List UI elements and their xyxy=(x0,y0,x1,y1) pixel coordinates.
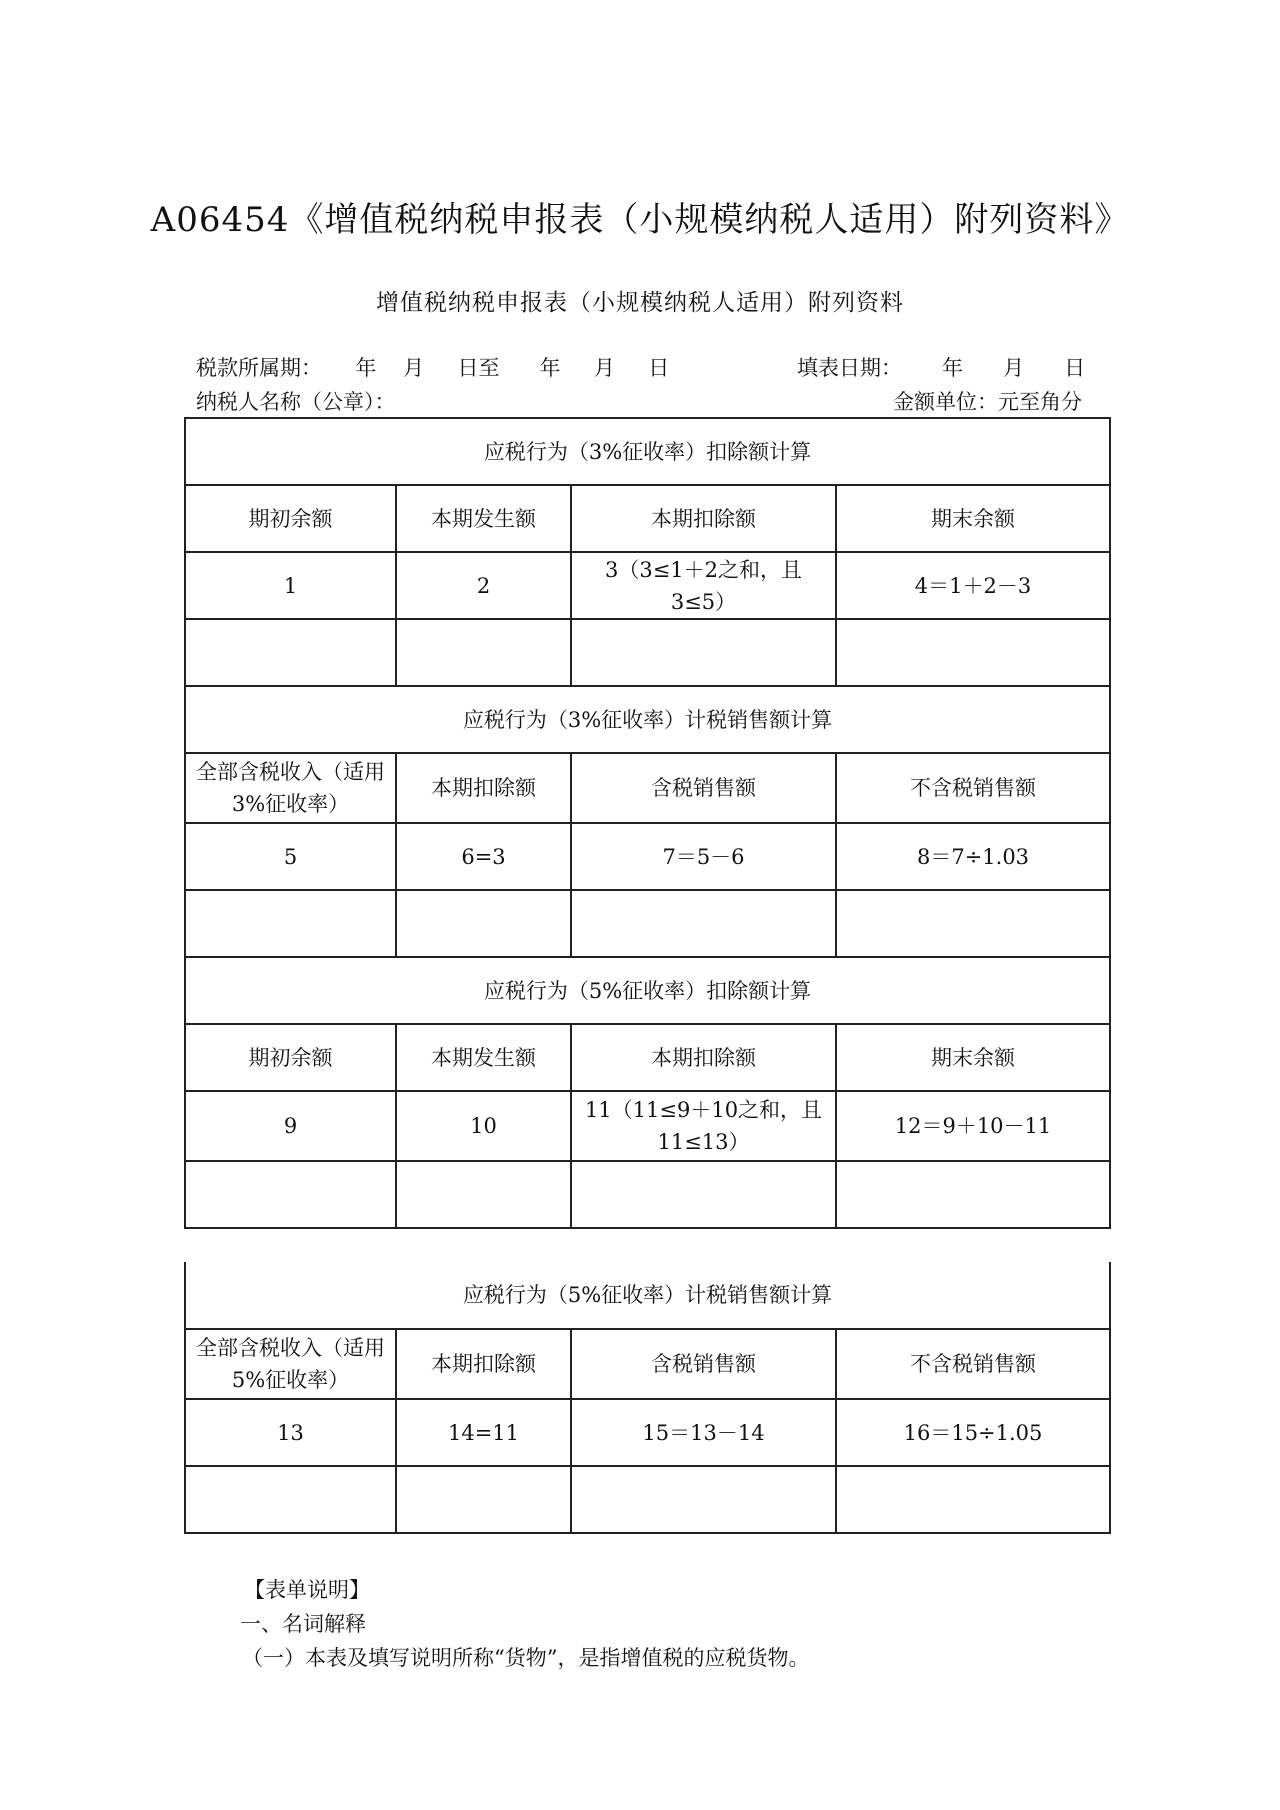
column-header: 全部含税收入（适用3%征收率） xyxy=(185,753,396,823)
tax-period-label: 税款所属期： 年 月 日至 年 月 日 xyxy=(196,356,670,380)
section-title: 应税行为（5%征收率）计税销售额计算 xyxy=(185,1262,1110,1329)
deduction-table-part1 xyxy=(184,417,1111,1229)
amount-input-cell[interactable] xyxy=(185,1161,396,1228)
formula-cell: 3（3≤1＋2之和，且3≤5） xyxy=(571,552,836,619)
column-header: 本期扣除额 xyxy=(396,1329,571,1399)
amount-input-cell[interactable] xyxy=(836,1466,1110,1533)
column-header: 不含税销售额 xyxy=(836,1329,1110,1399)
amount-input-cell[interactable] xyxy=(185,890,396,957)
amount-input-cell[interactable] xyxy=(396,1161,571,1228)
column-header: 本期扣除额 xyxy=(396,753,571,823)
formula-cell: 12＝9＋10－11 xyxy=(836,1091,1110,1161)
column-header: 期初余额 xyxy=(185,1024,396,1091)
notes-item-1: （一）本表及填写说明所称“货物”，是指增值税的应税货物。 xyxy=(242,1646,810,1670)
amount-input-cell[interactable] xyxy=(396,890,571,957)
column-header: 期初余额 xyxy=(185,485,396,552)
section-title: 应税行为（5%征收率）扣除额计算 xyxy=(185,957,1110,1024)
amount-unit-label: 金额单位：元至角分 xyxy=(893,390,1082,414)
amount-input-cell[interactable] xyxy=(836,1161,1110,1228)
column-header: 本期发生额 xyxy=(396,1024,571,1091)
section-title: 应税行为（3%征收率）计税销售额计算 xyxy=(185,686,1110,753)
formula-cell: 11（11≤9＋10之和，且11≤13） xyxy=(571,1091,836,1161)
formula-cell: 2 xyxy=(396,552,571,619)
amount-input-cell[interactable] xyxy=(185,1466,396,1533)
section-title: 应税行为（3%征收率）扣除额计算 xyxy=(185,418,1110,485)
column-header: 本期扣除额 xyxy=(571,485,836,552)
column-header: 全部含税收入（适用5%征收率） xyxy=(185,1329,396,1399)
formula-cell: 5 xyxy=(185,823,396,890)
formula-cell: 7＝5－6 xyxy=(571,823,836,890)
notes-heading: 【表单说明】 xyxy=(244,1578,370,1602)
deduction-table-part2 xyxy=(184,1262,1111,1534)
amount-input-cell[interactable] xyxy=(571,1161,836,1228)
formula-cell: 9 xyxy=(185,1091,396,1161)
column-header: 含税销售额 xyxy=(571,1329,836,1399)
form-subtitle: 增值税纳税申报表（小规模纳税人适用）附列资料 xyxy=(376,290,904,316)
column-header: 含税销售额 xyxy=(571,753,836,823)
amount-input-cell[interactable] xyxy=(571,1466,836,1533)
amount-input-cell[interactable] xyxy=(571,619,836,686)
formula-cell: 1 xyxy=(185,552,396,619)
document-title: A06454《增值税纳税申报表（小规模纳税人适用）附列资料》 xyxy=(150,200,1130,240)
column-header: 期末余额 xyxy=(836,485,1110,552)
fill-date-label: 填表日期： 年 月 日 xyxy=(797,356,1086,380)
column-header: 本期扣除额 xyxy=(571,1024,836,1091)
formula-cell: 6=3 xyxy=(396,823,571,890)
formula-cell: 16＝15÷1.05 xyxy=(836,1399,1110,1466)
notes-section-1: 一、名词解释 xyxy=(240,1612,366,1636)
formula-cell: 15＝13－14 xyxy=(571,1399,836,1466)
amount-input-cell[interactable] xyxy=(836,890,1110,957)
amount-input-cell[interactable] xyxy=(836,619,1110,686)
formula-cell: 10 xyxy=(396,1091,571,1161)
amount-input-cell[interactable] xyxy=(396,1466,571,1533)
amount-input-cell[interactable] xyxy=(185,619,396,686)
amount-input-cell[interactable] xyxy=(396,619,571,686)
taxpayer-name-label: 纳税人名称（公章）： xyxy=(196,390,396,414)
formula-cell: 4＝1＋2－3 xyxy=(836,552,1110,619)
formula-cell: 8＝7÷1.03 xyxy=(836,823,1110,890)
column-header: 期末余额 xyxy=(836,1024,1110,1091)
formula-cell: 14=11 xyxy=(396,1399,571,1466)
column-header: 本期发生额 xyxy=(396,485,571,552)
column-header: 不含税销售额 xyxy=(836,753,1110,823)
formula-cell: 13 xyxy=(185,1399,396,1466)
amount-input-cell[interactable] xyxy=(571,890,836,957)
